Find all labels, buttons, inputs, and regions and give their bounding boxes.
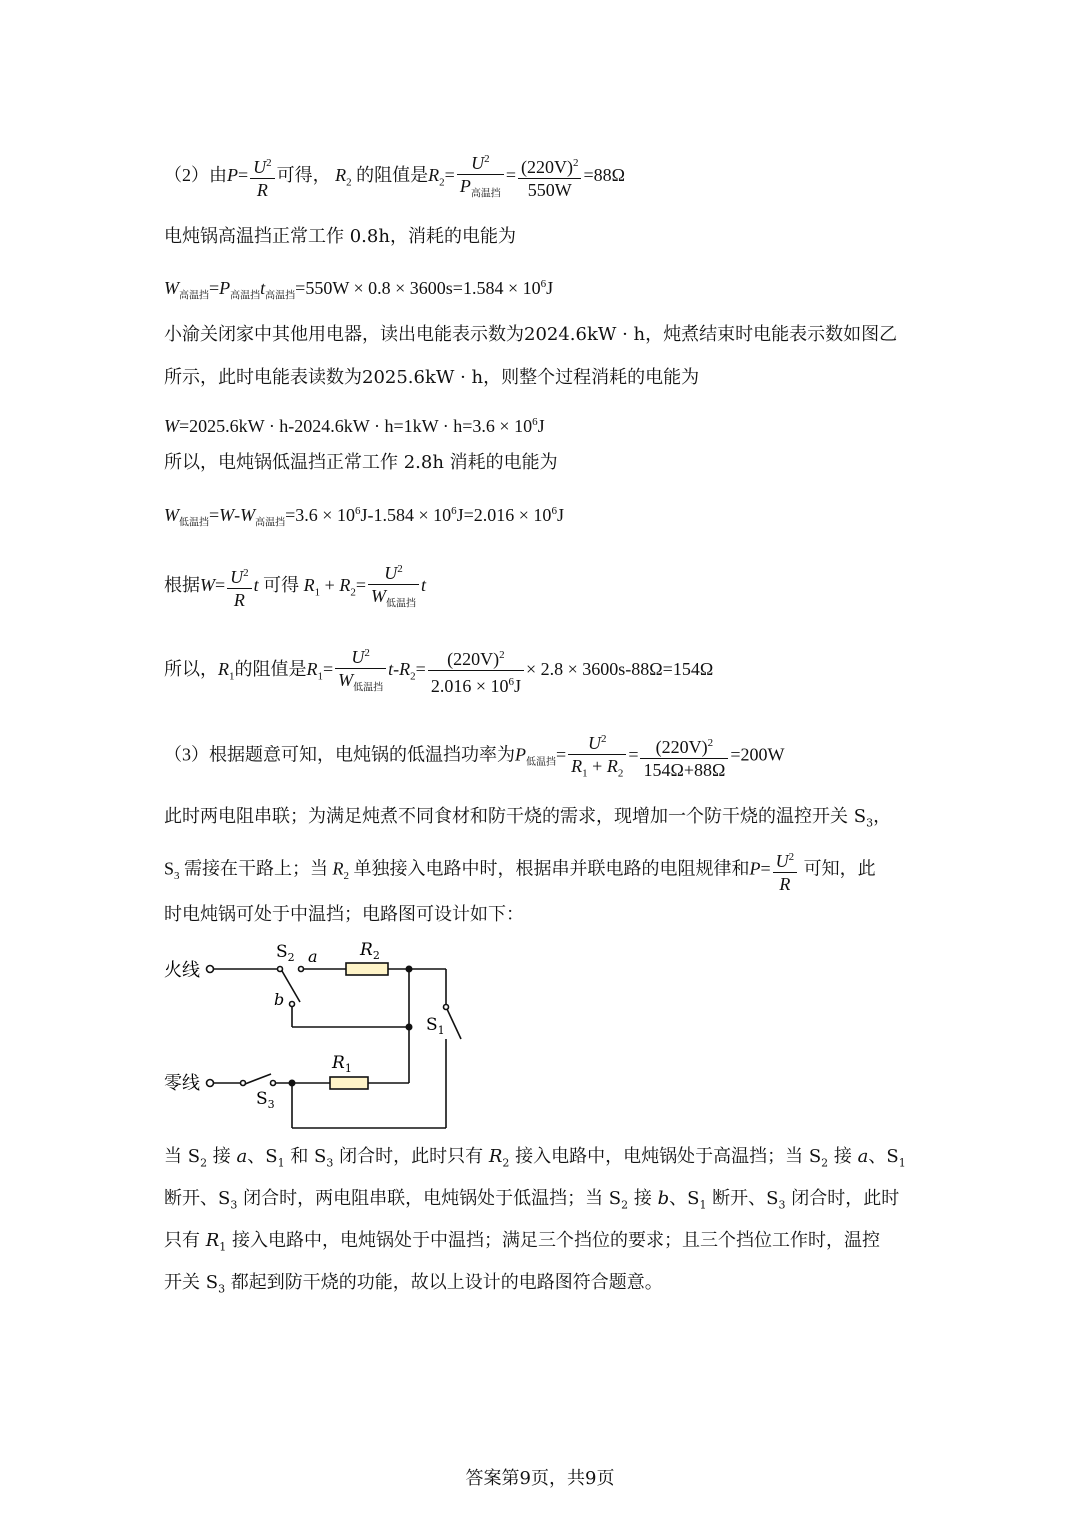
s1-label: $S_1$	[426, 1015, 445, 1037]
p3-line1: （3）根据题意可知，电炖锅的低温挡功率为$P_{低温挡}=$ $\frac{U^2}{R_1 + R_2}$ = $\frac{(220V)^2}{154\Omega+88\Omega}$ =200W	[164, 728, 785, 785]
contact-b-label: b	[274, 990, 285, 1009]
p2-line7: 所以，电炖锅低温挡正常工作 2.8h 消耗的电能为	[164, 452, 558, 473]
page-footer: 答案第9页，共9页	[465, 1468, 615, 1489]
p2-line6: $W=2025.6kW \cdot h-2024.6kW \cdot h=1kW \cdot h=3.6 \times 10^6J$	[164, 416, 545, 436]
p2-line3: $W_{高温挡}=P_{高温挡}t_{高温挡}=550W \times 0.8 \times 3600s=1.584 \times 10^6J$	[164, 278, 554, 302]
p2-line8: $W_{低温挡}=W-W_{高温挡}=3.6 \times 10^6J-1.584 \times 10^6J=2.016 \times 10^6J$	[164, 505, 564, 529]
p2-line9: 根据W= $\frac{U^2}{R}$ t 可得 $R_1 + R_2=$ $\frac{U^2}{W_{低温挡}}$ t	[164, 558, 426, 616]
circuit-diagram	[160, 935, 480, 1135]
conc-line4: 开关 $S_3$ 都起到防干烧的功能，故以上设计的电路图符合题意。	[164, 1272, 663, 1296]
p3-line2: 此时两电阻串联；为满足炖煮不同食材和防干烧的需求，现增加一个防干烧的温控开关 $S_3$，	[164, 806, 892, 830]
conc-line3: 只有 $R_1$ 接入电路中，电炖锅处于中温挡；满足三个挡位的要求；且三个挡位工作时，温控	[164, 1230, 881, 1254]
conc-line1: 当 $S_2$ 接 a、$S_1$ 和 $S_3$ 闭合时，此时只有 $R_2$ 接入电路中，电炖锅处于高温挡；当 $S_2$ 接 a、$S_1$	[164, 1146, 906, 1170]
live-wire-label: 火线	[164, 960, 200, 981]
p3-line3: $S_3$ 需接在干路上；当 $R_2$ 单独接入电路中时，根据串并联电路的电阻规律和P= $\frac{U^2}{R}$ 可知，此	[164, 846, 876, 895]
p2-line10: 所以，$R_1$的阻值是$R_1=$ $\frac{U^2}{W_{低温挡}}$ $t-R_2=$ $\frac{(220V)^2}{2.016 \times 10^6J}$ × 2.8 × 3600s-88Ω=154Ω	[164, 642, 713, 700]
p3-line4: 时电炖锅可处于中温挡；电路图可设计如下：	[164, 904, 524, 925]
p2-line4: 小渝关闭家中其他用电器，读出电能表示数为2024.6kW · h，炖煮结束时电能表示数如图乙	[164, 324, 898, 345]
r1-label: $R_1$	[332, 1053, 352, 1075]
contact-a-label: a	[308, 947, 318, 966]
p2-line5: 所示，此时电能表读数为2025.6kW · h，则整个过程消耗的电能为	[164, 367, 700, 388]
conc-line2: 断开、$S_3$ 闭合时，两电阻串联，电炖锅处于低温挡；当 $S_2$ 接 b、$S_1$ 断开、$S_3$ 闭合时，此时	[164, 1188, 900, 1212]
s3-label: $S_3$	[256, 1089, 275, 1111]
p2-line1: （2）由P= $\frac{U^2}{R}$ 可得， $R_2$ 的阻值是$R_2=$ $\frac{U^2}{P_{高温挡}}$ = $\frac{(220V)^2}{550W}$ =88Ω	[164, 148, 625, 206]
p2-line2: 电炖锅高温挡正常工作 0.8h，消耗的电能为	[164, 226, 516, 247]
neutral-wire-label: 零线	[164, 1073, 200, 1094]
s2-label: $S_2$	[276, 942, 295, 964]
r2-label: $R_2$	[360, 940, 380, 962]
